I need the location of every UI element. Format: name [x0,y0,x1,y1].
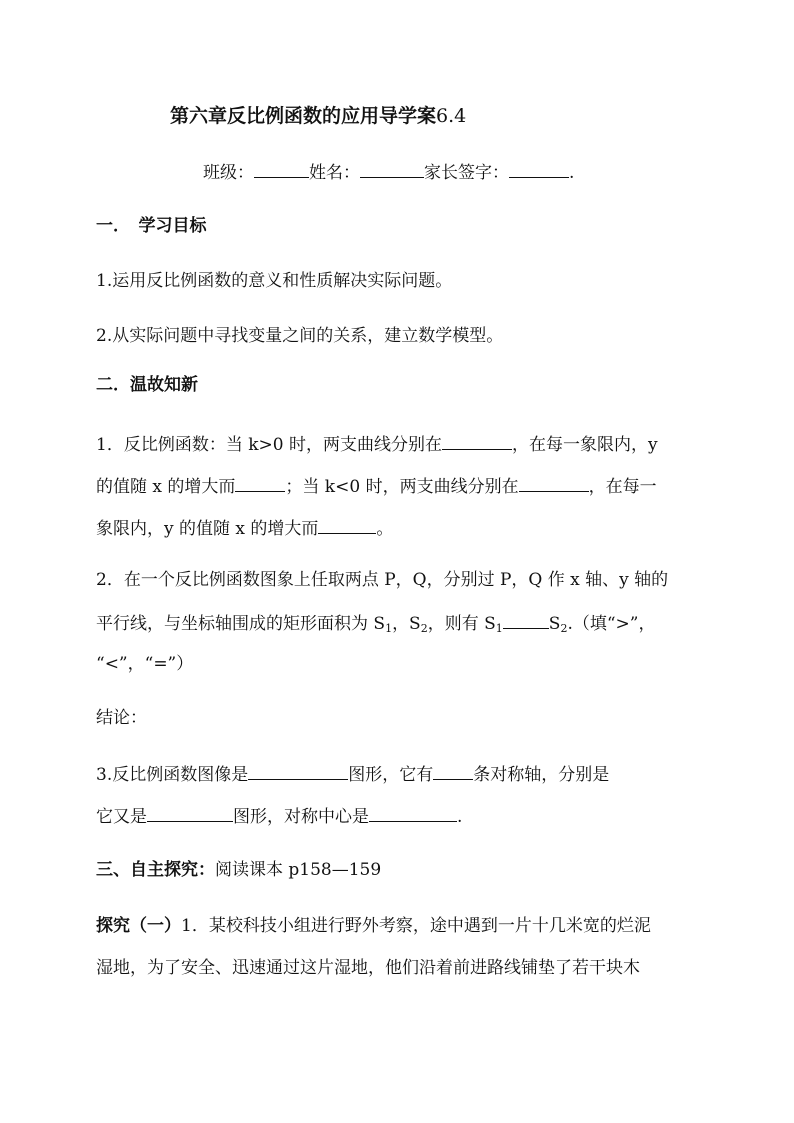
q1-line3 [96,515,393,541]
q1-text-b: ，在每一象限内，y [511,435,658,455]
q1-blank-1[interactable] [442,431,512,450]
info-end: . [569,163,575,183]
q3-text-d: 它又是 [96,807,147,827]
class-label: 班级： [203,163,254,183]
q2-line1: 2．在一个反比例函数图象上任取两点 P，Q，分别过 P，Q 作 x 轴、y 轴的 [96,570,669,590]
q3-text-a: 3.反比例函数图像是 [96,765,249,785]
explore-line1 [96,914,651,938]
objective-2: 2.从实际问题中寻找变量之间的关系，建立数学模型。 [96,326,504,346]
q1-blank-3[interactable] [519,473,589,492]
parent-label: 家长签字： [424,163,509,183]
q2-text-e: .（填“>”， [567,614,656,634]
name-label: 姓名： [309,163,360,183]
q1-line2 [96,473,657,499]
q1-blank-2[interactable] [235,473,285,492]
objective-1: 1.运用反比例函数的意义和性质解决实际问题。 [96,271,453,291]
q2-text-b: 平行线，与坐标轴围成的矩形面积为 S [96,614,386,634]
parent-signature-blank[interactable] [509,159,569,178]
q3-line1 [96,761,609,787]
q3-text-e: 图形，对称中心是 [233,807,369,827]
q3-blank-4[interactable] [369,803,457,822]
explore-line2: 湿地，为了安全、迅速通过这片湿地，他们沿着前进路线铺垫了若干块木 [96,958,640,978]
q3-text-b: 图形，它有 [348,765,434,785]
name-blank[interactable] [360,159,424,178]
q1-blank-4[interactable] [318,515,376,534]
explore-text-a: 1．某校科技小组进行野外考察，途中遇到一片十几米宽的烂泥 [181,916,651,936]
q2-blank[interactable] [503,610,549,629]
q2-line3: “<”，“=”） [96,654,194,674]
section2-heading: 二．温故知新 [96,375,198,395]
q2-subscript-1: 1 [385,622,393,635]
explore-label: 探究（一） [96,916,181,936]
q1-text-d: ；当 k<0 时，两支曲线分别在 [285,477,519,497]
q3-text-c: 条对称轴，分别是 [473,765,610,785]
title-text: 第六章反比例函数的应用导学案 [170,105,437,127]
conclusion-label: 结论： [96,708,147,728]
q1-text-g: 。 [376,519,394,539]
q3-line2 [96,803,462,829]
q3-blank-1[interactable] [248,761,348,780]
q1-text-a: 1．反比例函数：当 k>0 时，两支曲线分别在 [96,435,442,455]
q2-line2 [96,610,655,636]
section3-heading-line [96,858,381,882]
q3-text-f: . [457,807,463,827]
student-info-line [203,159,574,185]
q2-text-comma: ，S [392,614,421,634]
q1-line1 [96,431,658,457]
q1-text-c: 的值随 x 的增大而 [96,477,236,497]
q2-subscript-4: 2 [560,622,568,635]
section1-heading: 一． 学习目标 [96,216,207,236]
title-version: 6.4 [436,105,467,127]
q1-text-e: ，在每一 [588,477,657,497]
q3-blank-3[interactable] [147,803,233,822]
q2-subscript-2: 2 [420,622,428,635]
q2-text-d: S [548,614,561,634]
q3-blank-2[interactable] [433,761,473,780]
q2-text-c: ，则有 S [427,614,496,634]
section3-reading: 阅读课本 p158—159 [215,860,382,880]
page-title [170,104,466,128]
q1-text-f: 象限内，y 的值随 x 的增大而 [96,519,319,539]
section3-heading: 三、自主探究： [96,860,215,880]
q2-subscript-3: 1 [495,622,503,635]
class-blank[interactable] [254,159,309,178]
